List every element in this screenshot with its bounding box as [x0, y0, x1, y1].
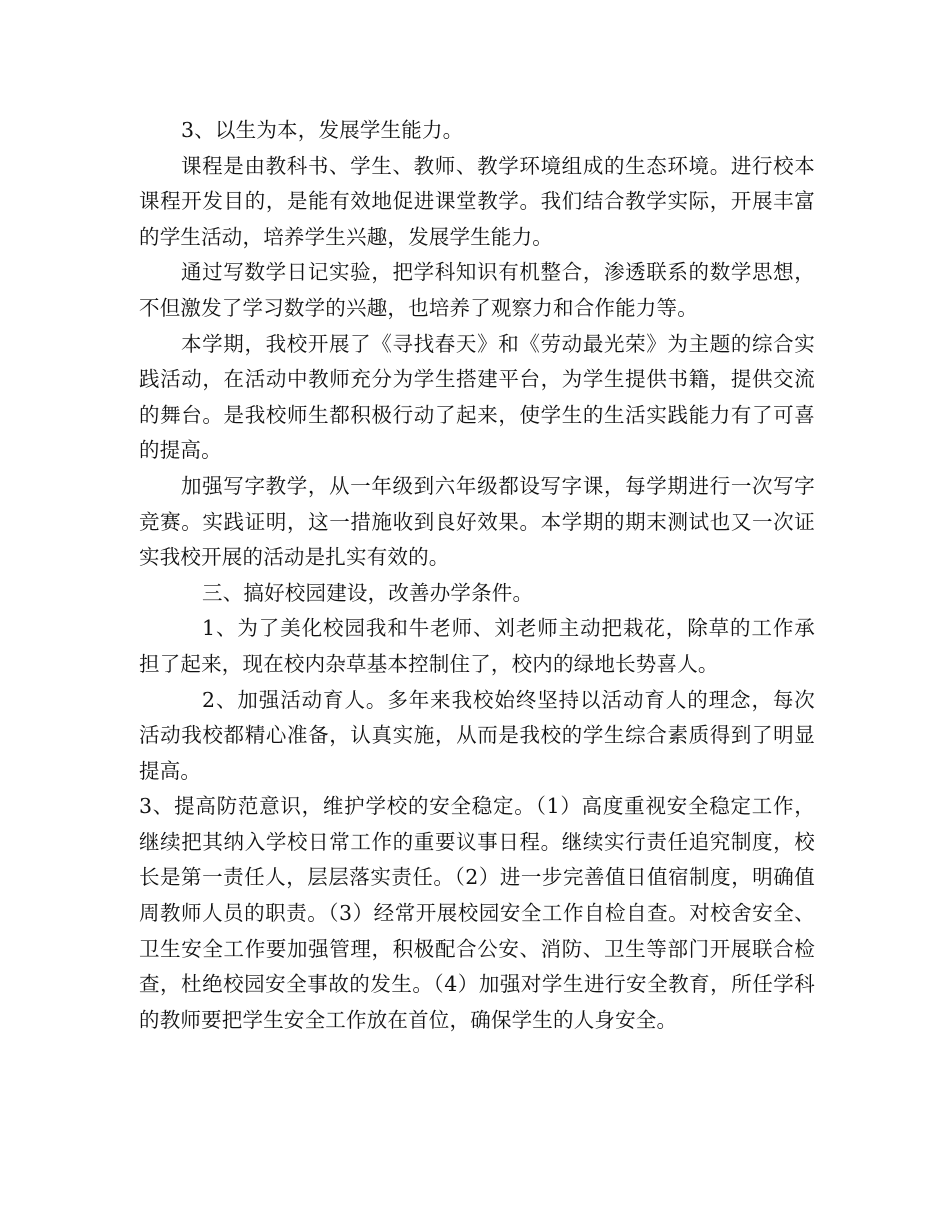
document-body: [139, 113, 815, 1038]
paragraph-curriculum: 课程是由教科书、学生、教师、教学环境组成的生态环境。进行校本课程开发目的，是能有效地促进课堂教学。我们结合教学实际，开展丰富的学生活动，培养学生兴趣，发展学生能力。: [139, 153, 815, 249]
section-heading-campus-construction: 三、搞好校园建设，改善办学条件。: [202, 580, 534, 605]
paragraph-activity-education: 2、加强活动育人。多年来我校始终坚持以活动育人的理念，每次活动我校都精心准备，认真实施，从而是我校的学生综合素质得到了明显提高。: [139, 687, 815, 783]
paragraph-safety: 3、提高防范意识，维护学校的安全稳定。（1）高度重视安全稳定工作，继续把其纳入学校日常工作的重要议事日程。继续实行责任追究制度，校长是第一责任人，层层落实责任。（2）进一步完善值日值宿制度，明确值周教师人员的职责。（3）经常开展校园安全工作自检自查。对校舍安全、卫生安全工作要加强管理，积极配合公安、消防、卫生等部门开展联合检查，杜绝校园安全事故的发生。（4）加强对学生进行安全教育，所任学科的教师要把学生安全工作放在首位，确保学生的人身安全。: [139, 794, 815, 1032]
paragraph-math-diary: 通过写数学日记实验，把学科知识有机整合，渗透联系的数学思想，不但激发了学习数学的兴趣，也培养了观察力和合作能力等。: [139, 260, 815, 320]
paragraph-campus-beautify: 1、为了美化校园我和牛老师、刘老师主动把栽花，除草的工作承担了起来，现在校内杂草基本控制住了，校内的绿地长势喜人。: [139, 616, 815, 676]
paragraph-writing-teaching: 加强写字教学，从一年级到六年级都设写字课，每学期进行一次写字竞赛。实践证明，这一措施收到良好效果。本学期的期末测试也又一次证实我校开展的活动是扎实有效的。: [139, 473, 815, 570]
paragraph-section-3-heading: 3、以生为本，发展学生能力。: [181, 118, 464, 142]
paragraph-practice-activities: 本学期，我校开展了《寻找春天》和《劳动最光荣》为主题的综合实践活动，在活动中教师充分为学生搭建平台，为学生提供书籍，提供交流的舞台。是我校师生都积极行动了起来，使学生的生活实践能力有了可喜的提高。: [139, 331, 815, 463]
